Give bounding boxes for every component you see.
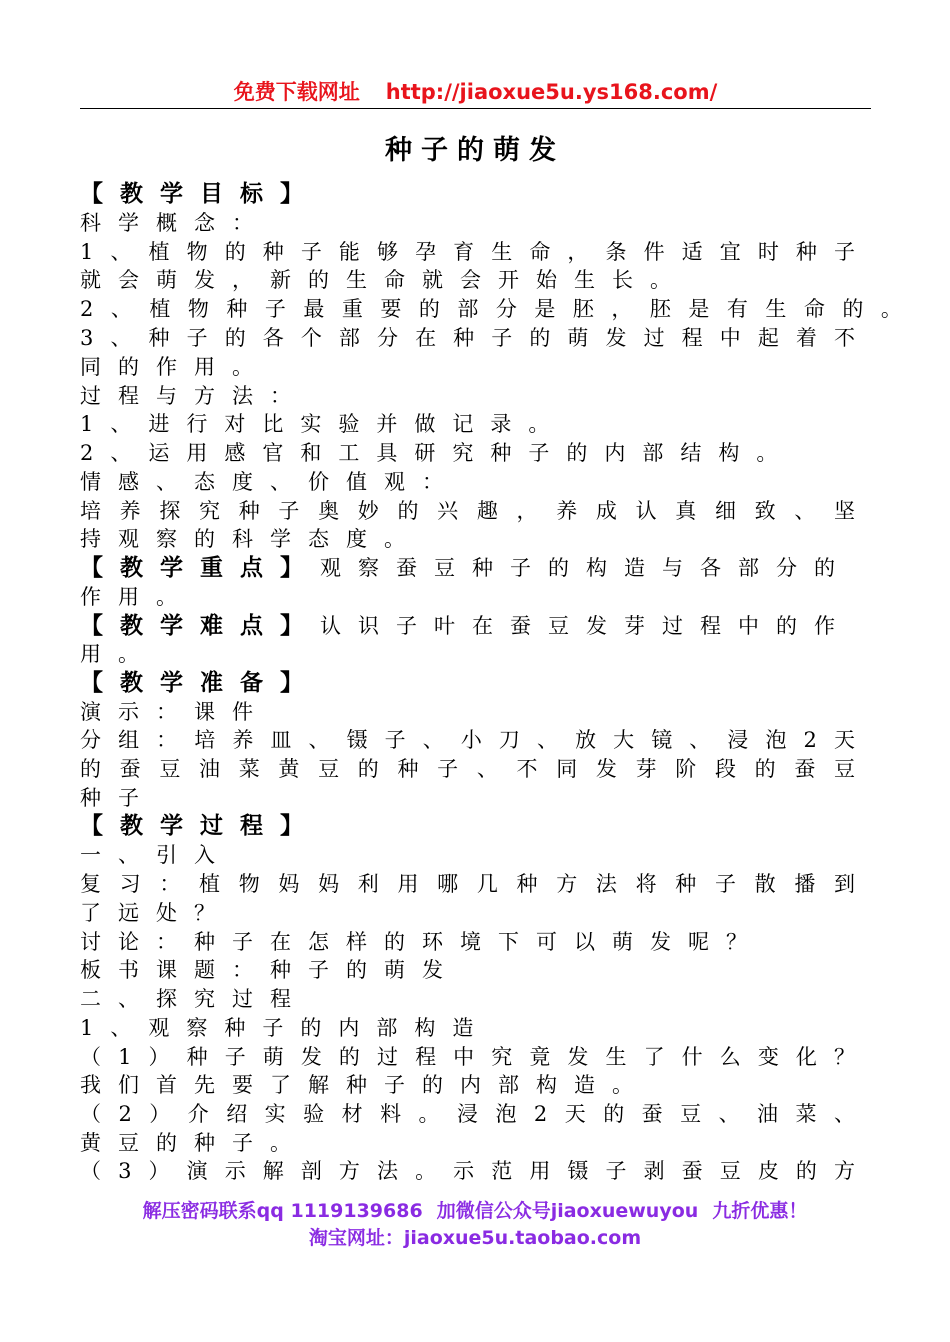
body-text: 观察蚕豆种子的构造与各部分的 [320,556,852,580]
body-text: 认识子叶在蚕豆发芽过程中的作 [320,614,852,638]
footer-discount: 九折优惠！ [712,1200,808,1222]
body-line: 演示：课件 [80,700,270,724]
heading-objectives: 【教学目标】 [80,180,320,207]
page-header [80,78,871,109]
body-line: 科学概念： [80,211,270,235]
body-line: 种子 [80,786,156,810]
heading-difficult-points: 【教学难点】 [80,612,320,639]
body-line: 培养探究种子奥妙的兴趣，养成认真细致、坚 [80,499,855,523]
body-line: （2）介绍实验材料。浸泡2天的蚕豆、油菜、 [80,1102,855,1126]
body-line: 用。 [80,642,156,666]
header-label: 免费下载网址 [233,80,360,104]
header-url-link[interactable]: http://jiaoxue5u.ys168.com/ [385,80,718,104]
key-points-row [80,554,852,582]
body-line: 的蚕豆油菜黄豆的种子、不同发芽阶段的蚕豆 [80,757,855,781]
body-line: （3）演示解剖方法。示范用镊子剥蚕豆皮的方 [80,1159,855,1183]
body-line: 板书课题：种子的萌发 [80,958,460,982]
body-line: 一、引入 [80,843,232,867]
body-line: 3、种子的各个部分在种子的萌发过程中起着不 [80,326,855,350]
footer-taobao-link[interactable]: 淘宝网址：jiaoxue5u.taobao.com [308,1227,642,1249]
body-line: 1、植物的种子能够孕育生命，条件适宜时种子 [80,240,855,264]
body-line: 讨论：种子在怎样的环境下可以萌发呢？ [80,930,764,954]
body-line: 同的作用。 [80,355,270,379]
heading-process: 【教学过程】 [80,812,320,839]
body-line: 2、植物种子最重要的部分是胚，胚是有生命的。 [80,297,920,321]
difficult-points-row [80,612,852,640]
body-line: 二、探究过程 [80,987,308,1011]
body-line: 作用。 [80,585,194,609]
body-line: 1、进行对比实验并做记录。 [80,412,567,436]
body-line: 1、观察种子的内部构造 [80,1016,491,1040]
heading-key-points: 【教学重点】 [80,554,320,581]
body-line: （1）种子萌发的过程中究竟发生了什么变化？ [80,1045,855,1069]
page-title: 种子的萌发 [385,135,565,166]
body-line: 了远处？ [80,901,232,925]
body-line: 过程与方法： [80,384,308,408]
body-line: 2、运用感官和工具研究种子的内部结构。 [80,441,795,465]
footer-contact-line [0,1197,950,1225]
body-line: 分组：培养皿、镊子、小刀、放大镜、浸泡2天 [80,728,855,752]
heading-preparation: 【教学准备】 [80,669,320,696]
body-line: 持观察的科学态度。 [80,527,422,551]
footer-qq-contact: 解压密码联系qq 1119139686 [142,1200,423,1222]
body-line: 就会萌发，新的生命就会开始生长。 [80,268,688,292]
body-line: 我们首先要了解种子的内部构造。 [80,1073,650,1097]
body-line: 黄豆的种子。 [80,1131,308,1155]
footer-wechat: 加微信公众号jiaoxuewuyou [436,1200,699,1222]
body-line: 情感、态度、价值观： [80,470,460,494]
body-line: 复习：植物妈妈利用哪几种方法将种子散播到 [80,872,855,896]
